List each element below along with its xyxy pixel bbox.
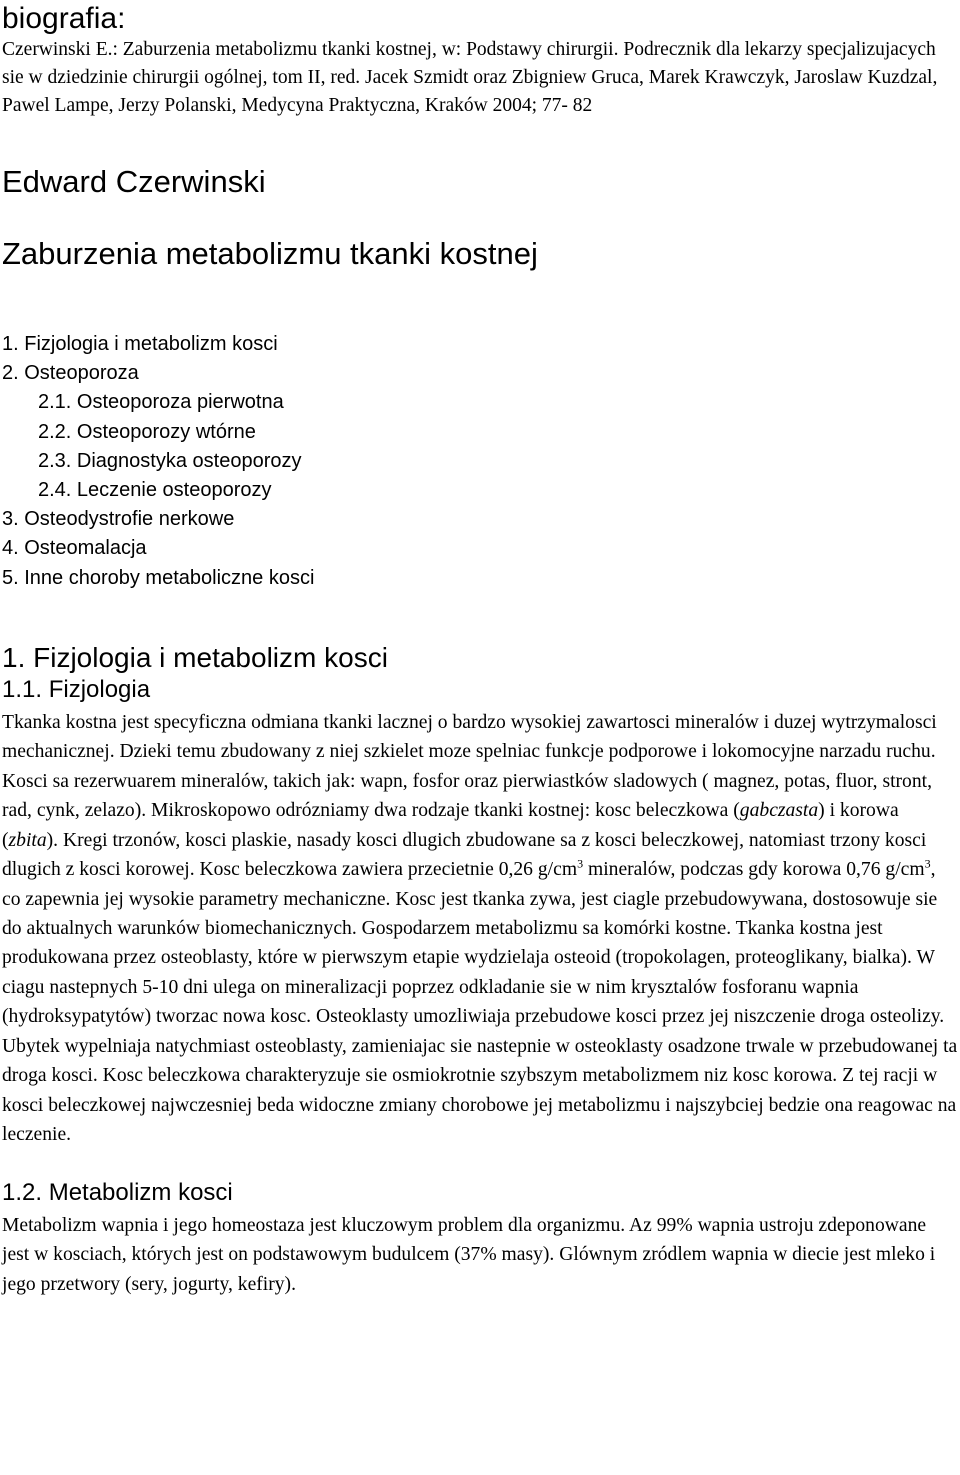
- document-title: Zaburzenia metabolizmu tkanki kostnej: [2, 236, 538, 271]
- table-of-contents: [2, 330, 958, 593]
- toc-item[interactable]: 1. Fizjologia i metabolizm kosci: [2, 333, 278, 355]
- toc-item[interactable]: 4. Osteomalacja: [2, 537, 147, 560]
- toc-item[interactable]: 3. Osteodystrofie nerkowe: [2, 508, 235, 531]
- toc-item[interactable]: 2. Osteoporoza: [2, 362, 139, 385]
- author-name: Edward Czerwinski: [2, 164, 266, 199]
- paragraph-metabolism: Metabolizm wapnia i jego homeostaza jest kluczowym problem dla organizmu. Az 99% wapnia ustroju zdeponowane jest w kosciach, których jest on podstawowym budulcem (37% masy). Glównym zródlem wapnia w diecie jest mleko i jego przetwory (sery, jogurty, kefiry).: [2, 1214, 936, 1295]
- subsection-title: 1.1. Fizjologia: [2, 675, 151, 703]
- bio-heading: biografia:: [2, 2, 126, 35]
- section-title: 1. Fizjologia i metabolizm kosci: [2, 641, 388, 673]
- toc-subitem[interactable]: 2.2. Osteoporozy wtórne: [38, 420, 256, 443]
- toc-subitem[interactable]: 2.3. Diagnostyka osteoporozy: [38, 449, 302, 472]
- toc-subitem[interactable]: 2.1. Osteoporoza pierwotna: [38, 391, 284, 414]
- toc-subitem[interactable]: 2.4. Leczenie osteoporozy: [38, 479, 272, 502]
- bio-citation: Czerwinski E.: Zaburzenia metabolizmu tkanki kostnej, w: Podstawy chirurgii. Podrecznik dla lekarzy specjalizujacych sie w dziedzinie chirurgii ogólnej, tom II, red. Jacek Szmidt oraz Zbigniew Gruca, Marek Krawczyk, Jaroslaw Kuzdzal, Pawel Lampe, Jerzy Polanski, Medycyna Praktyczna, Kraków 2004; 77- 82: [2, 39, 938, 116]
- toc-item[interactable]: 5. Inne choroby metaboliczne kosci: [2, 566, 315, 589]
- paragraph-physiology: Tkanka kostna jest specyficzna odmiana tkanki lacznej o bardzo wysokiej zawartosci mineralów i duzej wytrzymalosci mechanicznej. Dzieki temu zbudowany z niej szkielet moze spelniac funkcje podporowe i lokomocyjne narzadu ruchu. Kosci sa rezerwuarem mineralów, takich jak: wapn, fosfor oraz pierwiastków sladowych ( magnez, potas, fluor, stront, rad, cynk, zelazo). Mikroskopowo odrózniamy dwa rodzaje tkanki kostnej: kosc beleczkowa (gabczasta) i korowa (zbita). Kregi trzonów, kosci plaskie, nasady kosci dlugich zbudowane sa z kosci beleczkowej, natomiast trzony kosci dlugich z kosci korowej. Kosc beleczkowa zawiera przecietnie 0,26 $g/cm^3$ mineralów, podczas gdy korowa 0,76 $g/cm^3$, co zapewnia jej wysokie parametry mechaniczne. Kosc jest tkanka zywa, jest ciagle przebudowywana, dostosowuje sie do aktualnych warunków biomechanicznych. Gospodarzem metabolizmu sa komórki kostne. Tkanka kostna jest produkowana przez osteoblasty, które w pierwszym etapie wydzielaja osteoid (tropokolagen, proteoglikany, bialka). W ciagu nastepnych 5-10 dni ulega on mineralizacji poprzez odkladanie sie w nim krysztalów fosforanu wapnia (hydroksypatytów) tworzac nowa kosc. Osteoklasty umozliwiaja przebudowe kosci przez jej niszczenie droga osteolizy. Ubytek wypelniaja natychmiast osteoblasty, zamieniajac sie nastepnie w osteoklasty osadzone trwale w przebudowanej ta droga kosci. Kosc beleczkowa charakteryzuje sie osmiokrotnie szybszym metabolizmem niz kosc korowa. Z tej racji w kosci beleczkowej najwczesniej beda widoczne zmiany chorobowe jej metabolizmu i najszybciej bedzie ona reagowac na leczenie.: [2, 711, 958, 1146]
- subsection-title: 1.2. Metabolizm kosci: [2, 1178, 233, 1206]
